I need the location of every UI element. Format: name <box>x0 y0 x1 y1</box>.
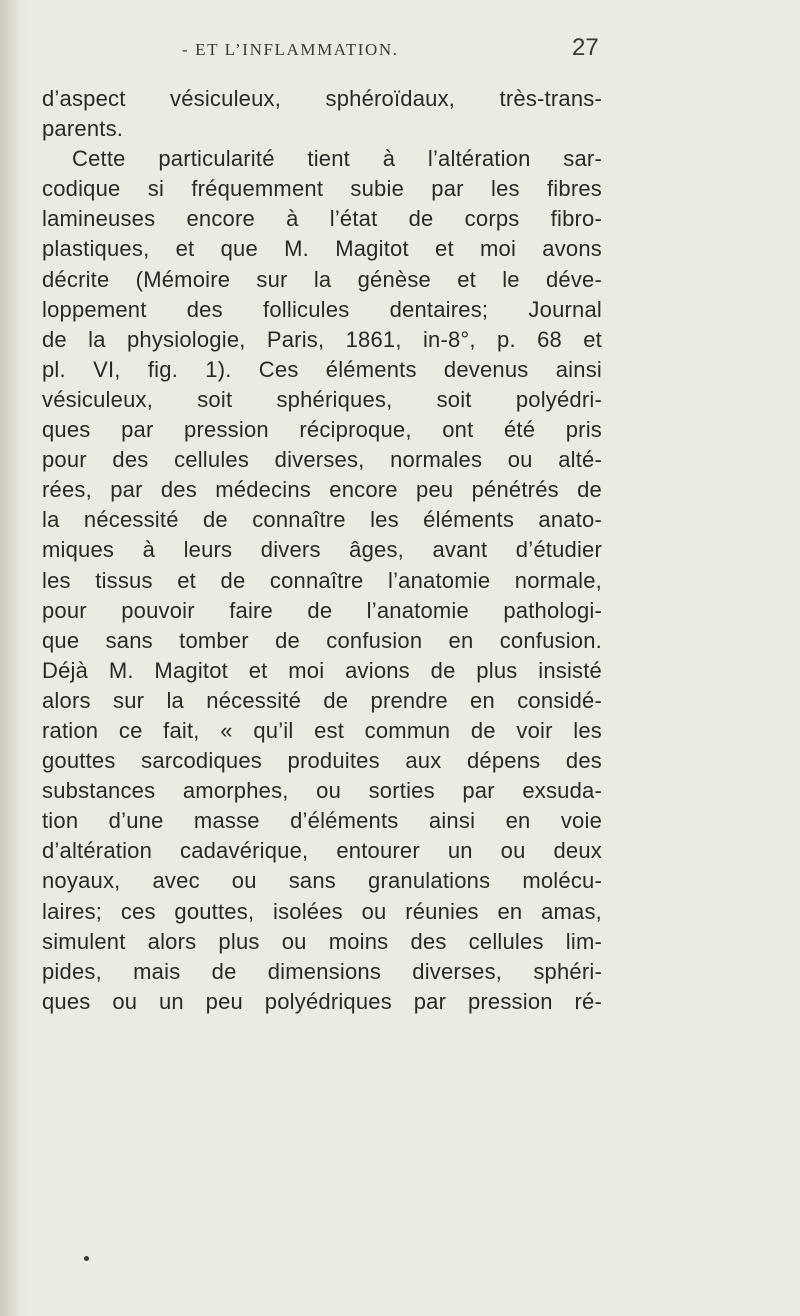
text-line: gouttes sarcodiques produites aux dépens des <box>42 748 602 774</box>
text-line: rées, par des médecins encore peu pénétrés de <box>42 477 602 503</box>
text-line: plastiques, et que M. Magitot et moi avons <box>42 236 602 262</box>
body-text <box>42 84 602 1017</box>
text-line: codique si fréquemment subie par les fibres <box>42 176 602 202</box>
text-line: la nécessité de connaître les éléments anato- <box>42 507 602 533</box>
text-line: alors sur la nécessité de prendre en considé- <box>42 687 602 713</box>
page-number: 27 <box>572 34 599 61</box>
text-line: que sans tomber de confusion en confusion. <box>42 627 602 653</box>
text-line: Cette particularité tient à l’altération sar- <box>72 146 602 172</box>
text-line: Déjà M. Magitot et moi avions de plus insisté <box>42 657 602 683</box>
text-line: substances amorphes, ou sorties par exsuda- <box>42 778 602 804</box>
text-line: les tissus et de connaître l’anatomie normale, <box>42 567 602 593</box>
text-line: parents. <box>42 116 124 142</box>
text-line: pides, mais de dimensions diverses, sphéri- <box>42 958 602 984</box>
text-line: ration ce fait, « qu’il est commun de voir les <box>42 717 602 743</box>
text-line: vésiculeux, soit sphériques, soit polyédri- <box>42 386 602 412</box>
text-line: pl. VI, fig. 1). Ces éléments devenus ainsi <box>42 356 602 382</box>
text-line: de la physiologie, Paris, 1861, in-8°, p. 68 et <box>42 326 602 352</box>
text-line: ques ou un peu polyédriques par pression ré- <box>42 988 602 1014</box>
text-line: lamineuses encore à l’état de corps fibro- <box>42 206 602 232</box>
text-line: simulent alors plus ou moins des cellules lim- <box>42 928 602 954</box>
text-line: ques par pression réciproque, ont été pris <box>42 417 602 443</box>
ink-speck <box>84 1256 89 1261</box>
text-line: d’aspect vésiculeux, sphéroïdaux, très-trans- <box>42 86 602 111</box>
running-header <box>42 32 602 72</box>
running-title: - ET L’INFLAMMATION. <box>182 40 399 59</box>
text-line: tion d’une masse d’éléments ainsi en voie <box>42 808 602 834</box>
text-line: laires; ces gouttes, isolées ou réunies en amas, <box>42 898 602 924</box>
text-line: noyaux, avec ou sans granulations molécu- <box>42 868 602 894</box>
text-line: décrite (Mémoire sur la génèse et le déve- <box>42 266 602 292</box>
text-line: pour pouvoir faire de l’anatomie pathologi- <box>42 597 602 623</box>
text-line: pour des cellules diverses, normales ou alté- <box>42 447 602 473</box>
text-line: miques à leurs divers âges, avant d’étudier <box>42 537 602 563</box>
text-line: d’altération cadavérique, entourer un ou deux <box>42 838 602 864</box>
page-gutter-shadow <box>0 0 22 1316</box>
text-line: loppement des follicules dentaires; Journal <box>42 296 602 322</box>
